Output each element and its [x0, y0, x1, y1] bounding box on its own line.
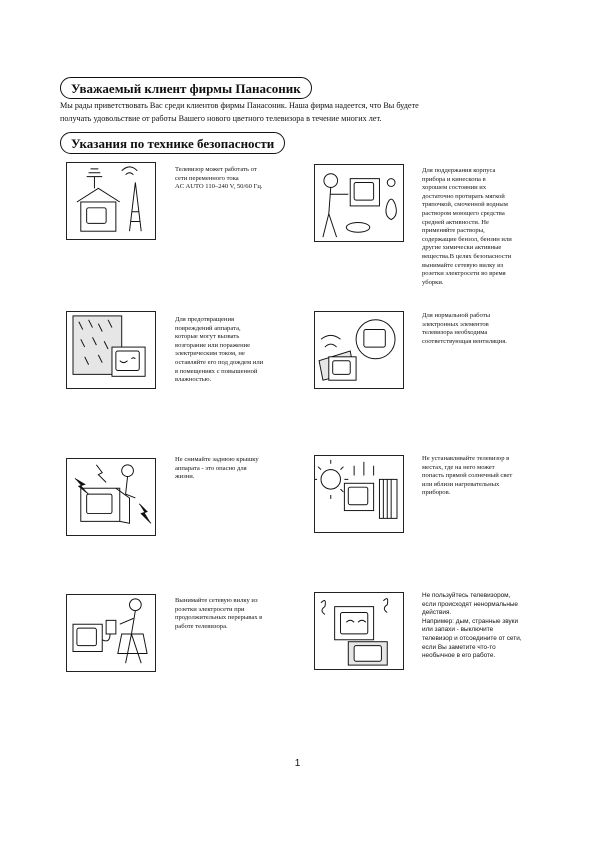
tv-ventilation-icon [314, 311, 404, 389]
intro-line: Мы рады приветствовать Вас среди клиентов фирмы Панасоник. Наша фирма надеется, что Вы будете [60, 101, 419, 110]
tv-smoke-icon [314, 592, 404, 670]
intro-paragraph [60, 99, 540, 125]
welcome-heading: Уважаемый клиент фирмы Панасоник [60, 77, 312, 99]
tv-rain-icon [66, 311, 156, 389]
woman-unplug-icon [66, 594, 156, 672]
tip-cleaning-text: Для поддержания корпуса прибора и кинескопа в хорошем состоянии их достаточно протирать мягкой тряпочкой, смоченной водным раствором моющего средства средней активности. Не применяйте растворы, содержащие бензол, бензин или другие химически активные вещества.В целях безопасности вынимайте сетевую вилку из розетки электросети во время уборки. [422, 167, 512, 286]
tip-ventilation-text: Для нормальной работы электронных элементов телевизора необходима соответствующая вентиляция. [422, 312, 507, 345]
tip-power-text: Телевизор может работать от сети переменного тока AC AUTO 110–240 V, 50/60 Гц. [175, 166, 263, 191]
tip-abnormal-text: Не пользуйтесь телевизором, если происходят ненормальные действия. Например: дым, странные звуки или запахи - выключите телевизор и отсоедините от сети, если Вы заметите что-то необычное в его работе. [422, 592, 522, 660]
tv-sun-heater-icon [314, 455, 404, 533]
tip-heat-text: Не устанавливайте телевизор в местах, где на него может попасть прямой солнечный свет или вблизи нагревательных приборов. [422, 455, 513, 497]
tip-rain-text: Для предотвращения повреждений аппарата, которые могут вызвать возгорание или поражение электрическим током, не оставляйте его под дождем или в помещениях с повышенной влажностью. [175, 316, 264, 384]
tv-antenna-icon [66, 162, 156, 240]
page-number: 1 [294, 758, 301, 769]
tip-backcover-text: Не снимайте заднюю крышку аппарата - это опасно для жизни. [175, 456, 259, 481]
tip-unplug-text: Вынимайте сетевую вилку из розетки электросети при продолжительных перерывах в работе телевизора. [175, 597, 263, 630]
intro-line: получать удовольствие от работы Вашего нового цветного телевизора в течение многих лет. [60, 114, 382, 123]
cleaning-person-icon [314, 164, 404, 242]
safety-heading: Указания по технике безопасности [60, 132, 285, 154]
tv-shock-icon [66, 458, 156, 536]
